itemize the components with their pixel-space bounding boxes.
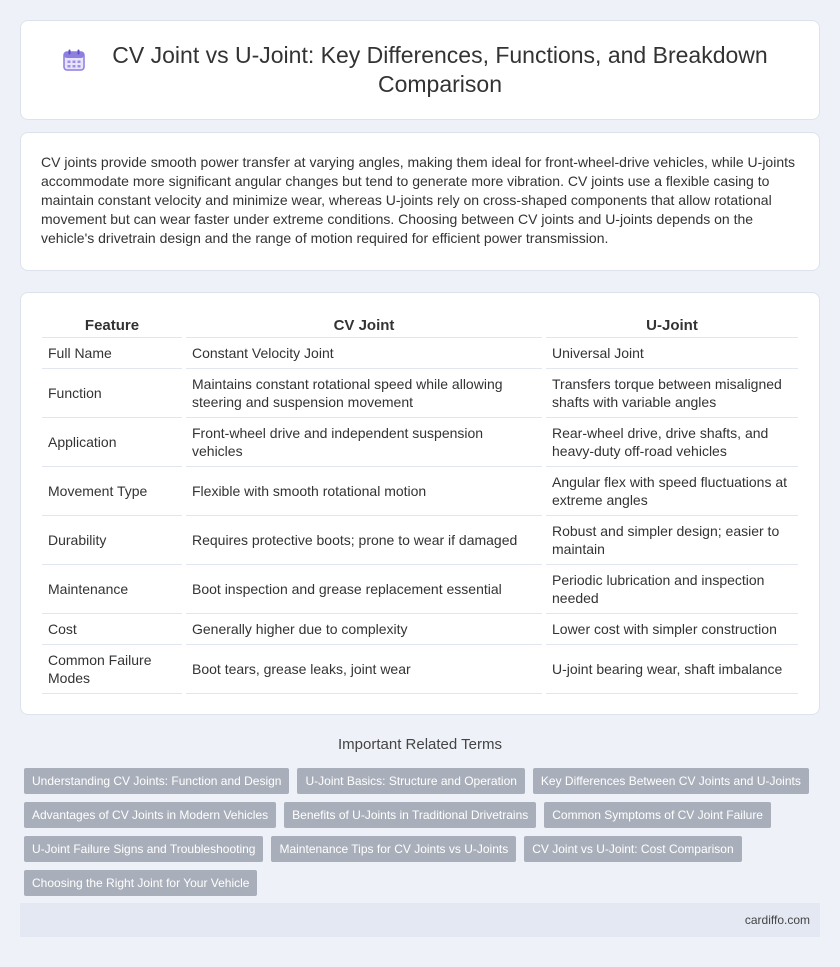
comparison-table-card xyxy=(20,292,820,715)
feature-cell: Function xyxy=(42,369,182,418)
related-term-tag[interactable]: U-Joint Basics: Structure and Operation xyxy=(297,768,524,794)
related-term-tag[interactable]: Common Symptoms of CV Joint Failure xyxy=(544,802,771,828)
related-term-tag[interactable]: Advantages of CV Joints in Modern Vehicles xyxy=(24,802,276,828)
u-joint-cell: Transfers torque between misaligned shafts with variable angles xyxy=(546,369,798,418)
cv-joint-cell: Boot tears, grease leaks, joint wear xyxy=(186,645,542,694)
intro-paragraph: CV joints provide smooth power transfer at varying angles, making them ideal for front-wheel-drive vehicles, while U-joints accommodate more significant angular changes but tend to generate more vibration. CV joints use a flexible casing to maintain constant velocity and minimize wear, whereas U-joints rely on cross-shaped components that allow rotational movement but can wear faster under extreme conditions. Choosing between CV joints and U-joints depends on the vehicle's drivetrain design and the range of motion required for efficient power transmission. xyxy=(41,154,795,246)
table-row xyxy=(42,467,798,516)
u-joint-cell: Angular flex with speed fluctuations at extreme angles xyxy=(546,467,798,516)
related-term-tag[interactable]: U-Joint Failure Signs and Troubleshooting xyxy=(24,836,263,862)
feature-cell: Cost xyxy=(42,614,182,645)
feature-cell: Movement Type xyxy=(42,467,182,516)
page-title: CV Joint vs U-Joint: Key Differences, Functions, and Breakdown Comparison xyxy=(112,42,768,97)
related-term-tag[interactable]: Key Differences Between CV Joints and U-Joints xyxy=(533,768,809,794)
related-term-tag[interactable]: Benefits of U-Joints in Traditional Drivetrains xyxy=(284,802,536,828)
related-terms-heading: Important Related Terms xyxy=(338,736,502,753)
table-header-row xyxy=(42,311,798,338)
u-joint-cell: Rear-wheel drive, drive shafts, and heavy-duty off-road vehicles xyxy=(546,418,798,467)
cv-joint-cell: Front-wheel drive and independent suspension vehicles xyxy=(186,418,542,467)
table-row xyxy=(42,418,798,467)
column-header-cv-joint: CV Joint xyxy=(186,311,542,338)
cv-joint-cell: Generally higher due to complexity xyxy=(186,614,542,645)
column-header-u-joint: U-Joint xyxy=(546,311,798,338)
u-joint-cell: Lower cost with simpler construction xyxy=(546,614,798,645)
table-row xyxy=(42,565,798,614)
cv-joint-cell: Constant Velocity Joint xyxy=(186,338,542,369)
feature-cell: Common Failure Modes xyxy=(42,645,182,694)
related-terms-list xyxy=(24,768,824,896)
footer-site-link[interactable]: cardiffo.com xyxy=(744,913,810,927)
feature-cell: Application xyxy=(42,418,182,467)
feature-cell: Maintenance xyxy=(42,565,182,614)
related-term-tag[interactable]: Understanding CV Joints: Function and Design xyxy=(24,768,289,794)
footer xyxy=(20,903,820,937)
cv-joint-cell: Boot inspection and grease replacement essential xyxy=(186,565,542,614)
related-term-tag[interactable]: CV Joint vs U-Joint: Cost Comparison xyxy=(524,836,741,862)
table-row xyxy=(42,369,798,418)
table-row xyxy=(42,645,798,694)
cv-joint-cell: Maintains constant rotational speed while allowing steering and suspension movement xyxy=(186,369,542,418)
intro-card xyxy=(20,132,820,271)
u-joint-cell: Universal Joint xyxy=(546,338,798,369)
comparison-table xyxy=(38,311,802,694)
u-joint-cell: U-joint bearing wear, shaft imbalance xyxy=(546,645,798,694)
u-joint-cell: Robust and simpler design; easier to maintain xyxy=(546,516,798,565)
related-term-tag[interactable]: Choosing the Right Joint for Your Vehicle xyxy=(24,870,257,896)
feature-cell: Full Name xyxy=(42,338,182,369)
feature-cell: Durability xyxy=(42,516,182,565)
title-wrap xyxy=(61,41,779,99)
cv-joint-cell: Flexible with smooth rotational motion xyxy=(186,467,542,516)
column-header-feature: Feature xyxy=(42,311,182,338)
calendar-icon xyxy=(61,47,87,73)
title-card xyxy=(20,20,820,120)
table-row xyxy=(42,516,798,565)
related-term-tag[interactable]: Maintenance Tips for CV Joints vs U-Joints xyxy=(271,836,516,862)
cv-joint-cell: Requires protective boots; prone to wear if damaged xyxy=(186,516,542,565)
u-joint-cell: Periodic lubrication and inspection needed xyxy=(546,565,798,614)
table-row xyxy=(42,338,798,369)
table-row xyxy=(42,614,798,645)
